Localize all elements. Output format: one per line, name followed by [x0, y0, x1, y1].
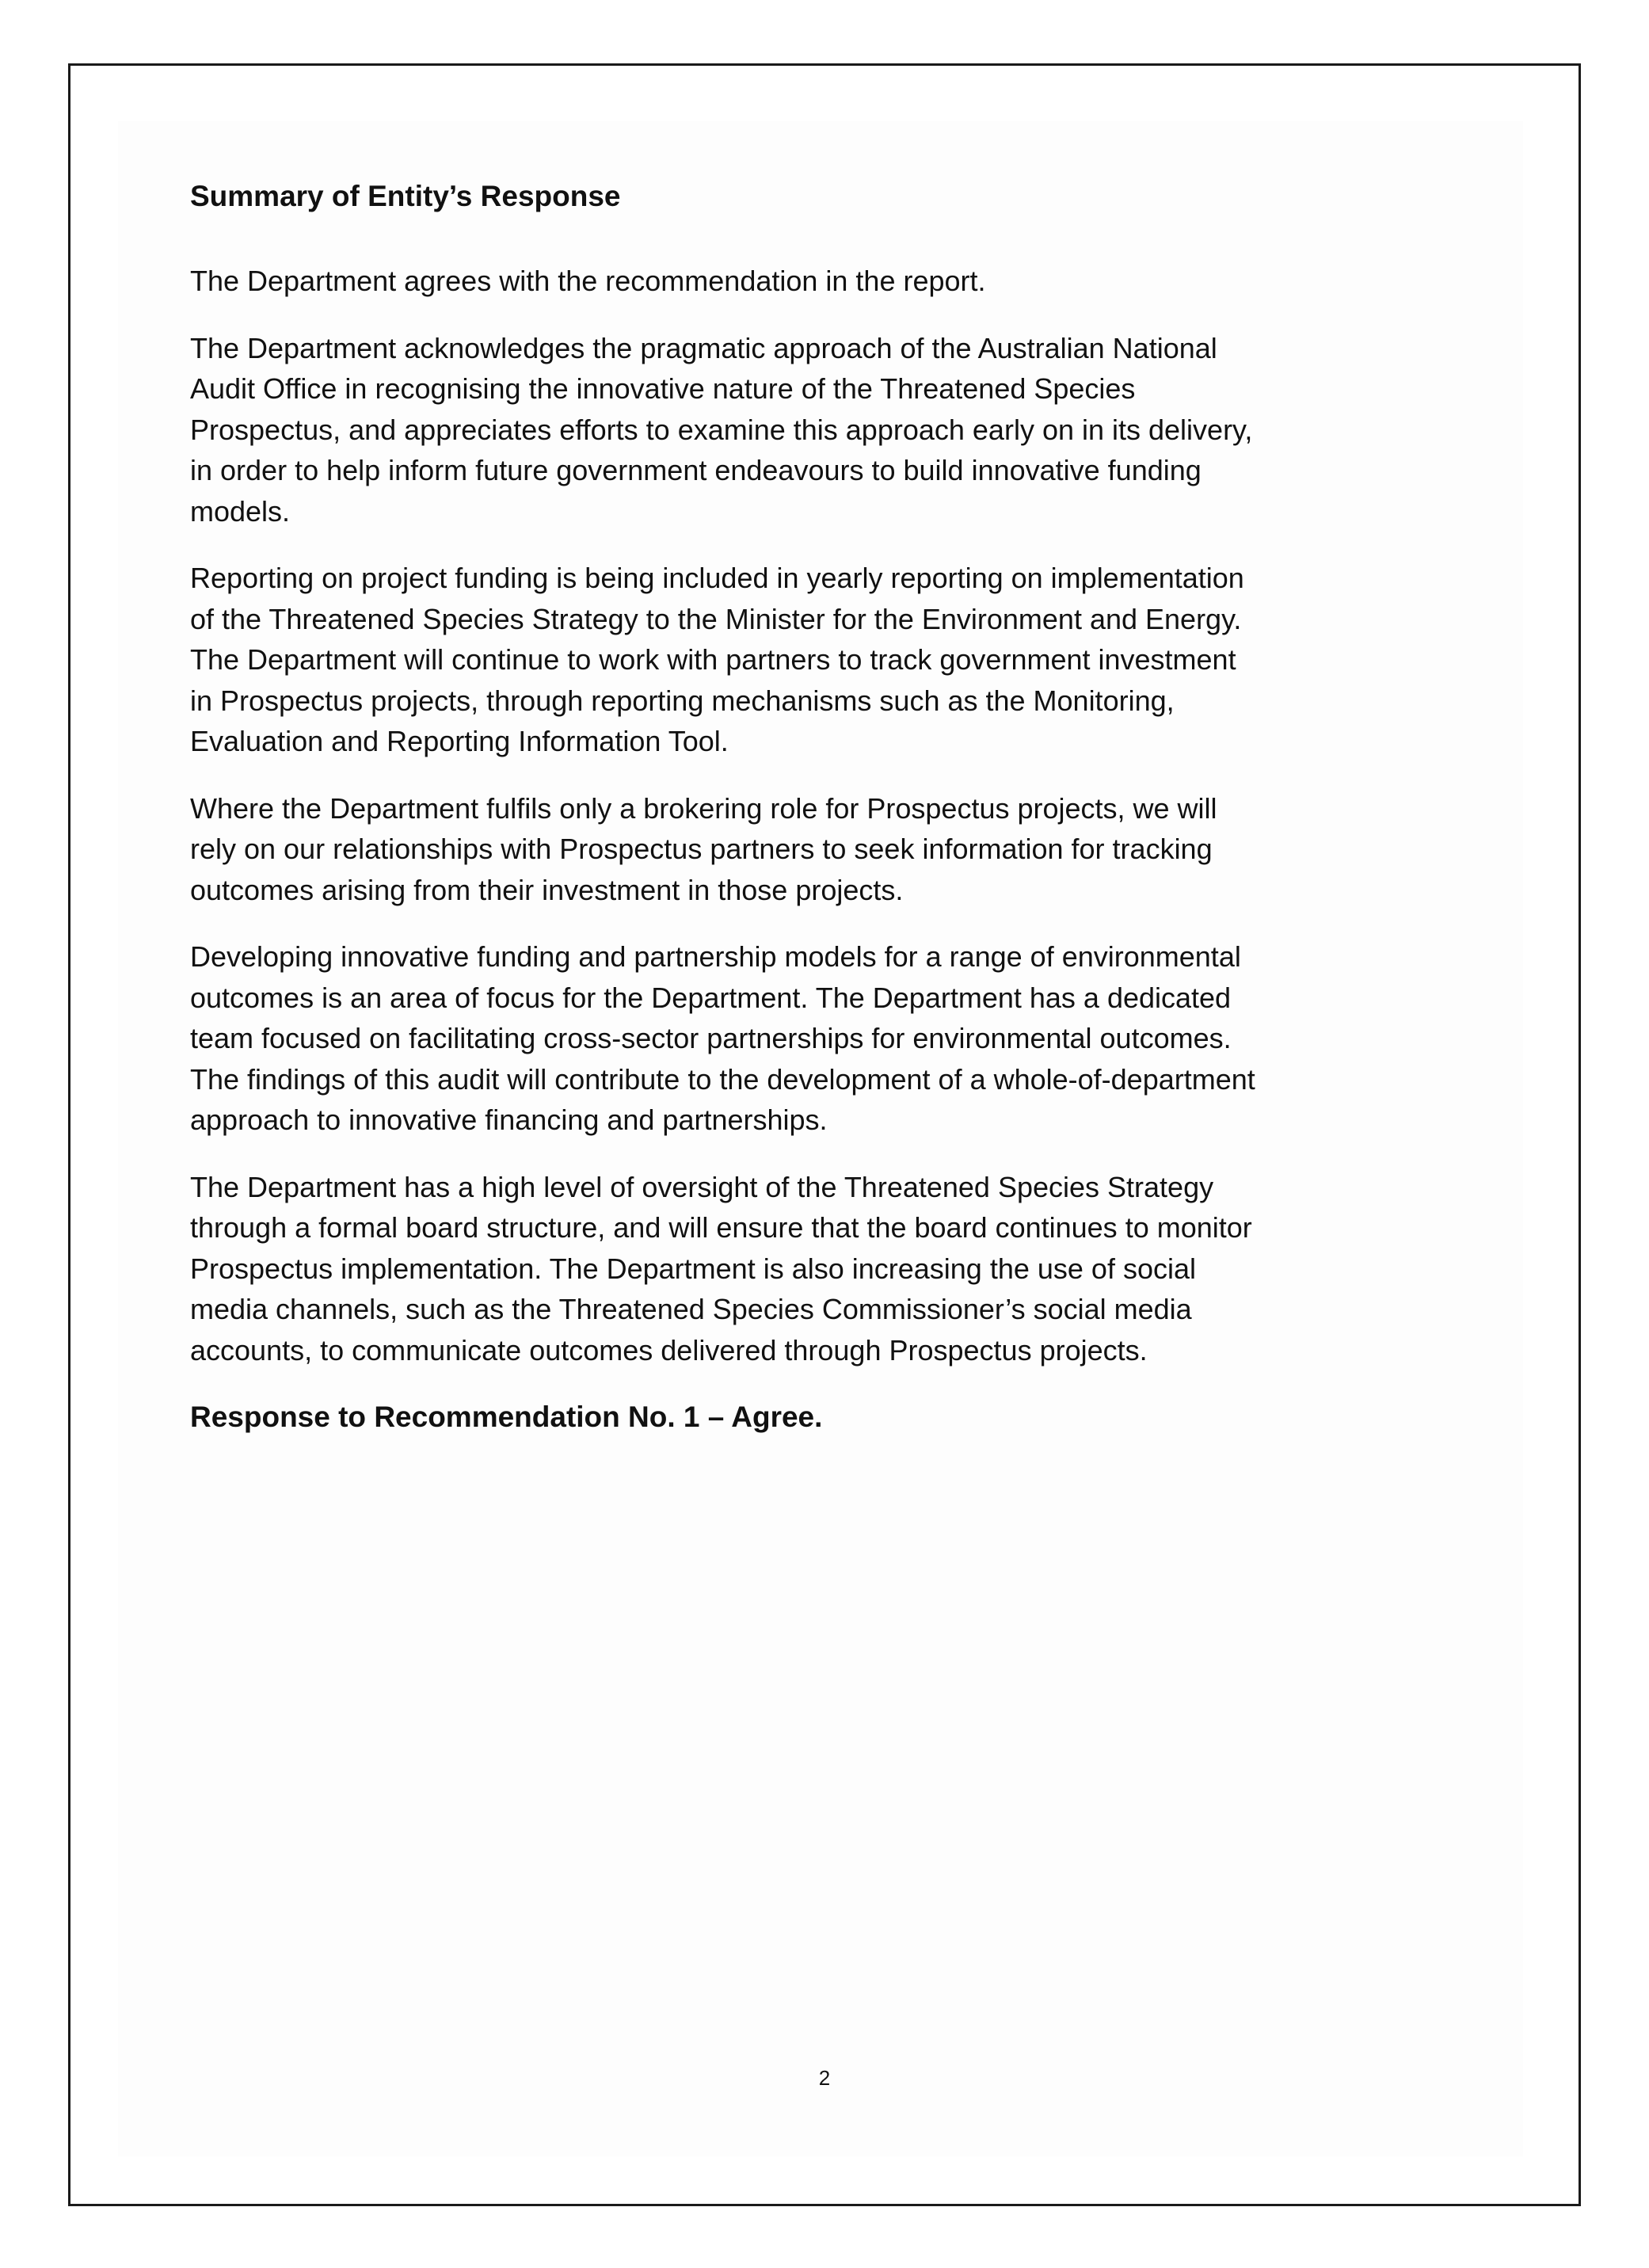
paragraph-agreement: The Department agrees with the recommendation in the report. [190, 265, 986, 297]
document-body [190, 176, 1426, 1438]
page-number: 2 [818, 2066, 831, 2090]
paragraph-brokering-role: Where the Department fulfils only a brokering role for Prospectus projects, we will rely on our relationships with Prospectus partners to seek information for tracking outcomes arising from their investment in those projects. [190, 791, 1217, 906]
paragraph-innovative-funding: Developing innovative funding and partnership models for a range of environmental outcomes is an area of focus for the Department. The Department has a dedicated team focused on facilitating cross-sector partnerships for environmental outcomes. The findings of this audit will contribute to the development of a whole-of-department approach to innovative financing and partnerships. [190, 940, 1255, 1136]
paragraph-reporting: Reporting on project funding is being included in yearly reporting on implementation of the Threatened Species Strategy to the Minister for the Environment and Energy. The Department will continue to work with partners to track government investment in Prospectus projects, through reporting mechanisms such as the Monitoring, Evaluation and Reporting Information Tool. [190, 562, 1244, 757]
paragraph-oversight: The Department has a high level of oversight of the Threatened Species Strategy through a formal board structure, and will ensure that the board continues to monitor Prospectus implementation. The Department is also increasing the use of social media channels, such as the Threatened Species Commissioner’s social media accounts, to communicate outcomes delivered through Prospectus projects. [190, 1170, 1252, 1367]
section-heading: Summary of Entity’s Response [190, 180, 621, 212]
paragraph-acknowledgement: The Department acknowledges the pragmatic approach of the Australian National Audit Office in recognising the innovative nature of the Threatened Species Prospectus, and appreciates efforts to examine this approach early on in its delivery, in order to help inform future government endeavours to build innovative funding models. [190, 331, 1253, 528]
recommendation-response: Response to Recommendation No. 1 – Agree. [190, 1401, 823, 1433]
